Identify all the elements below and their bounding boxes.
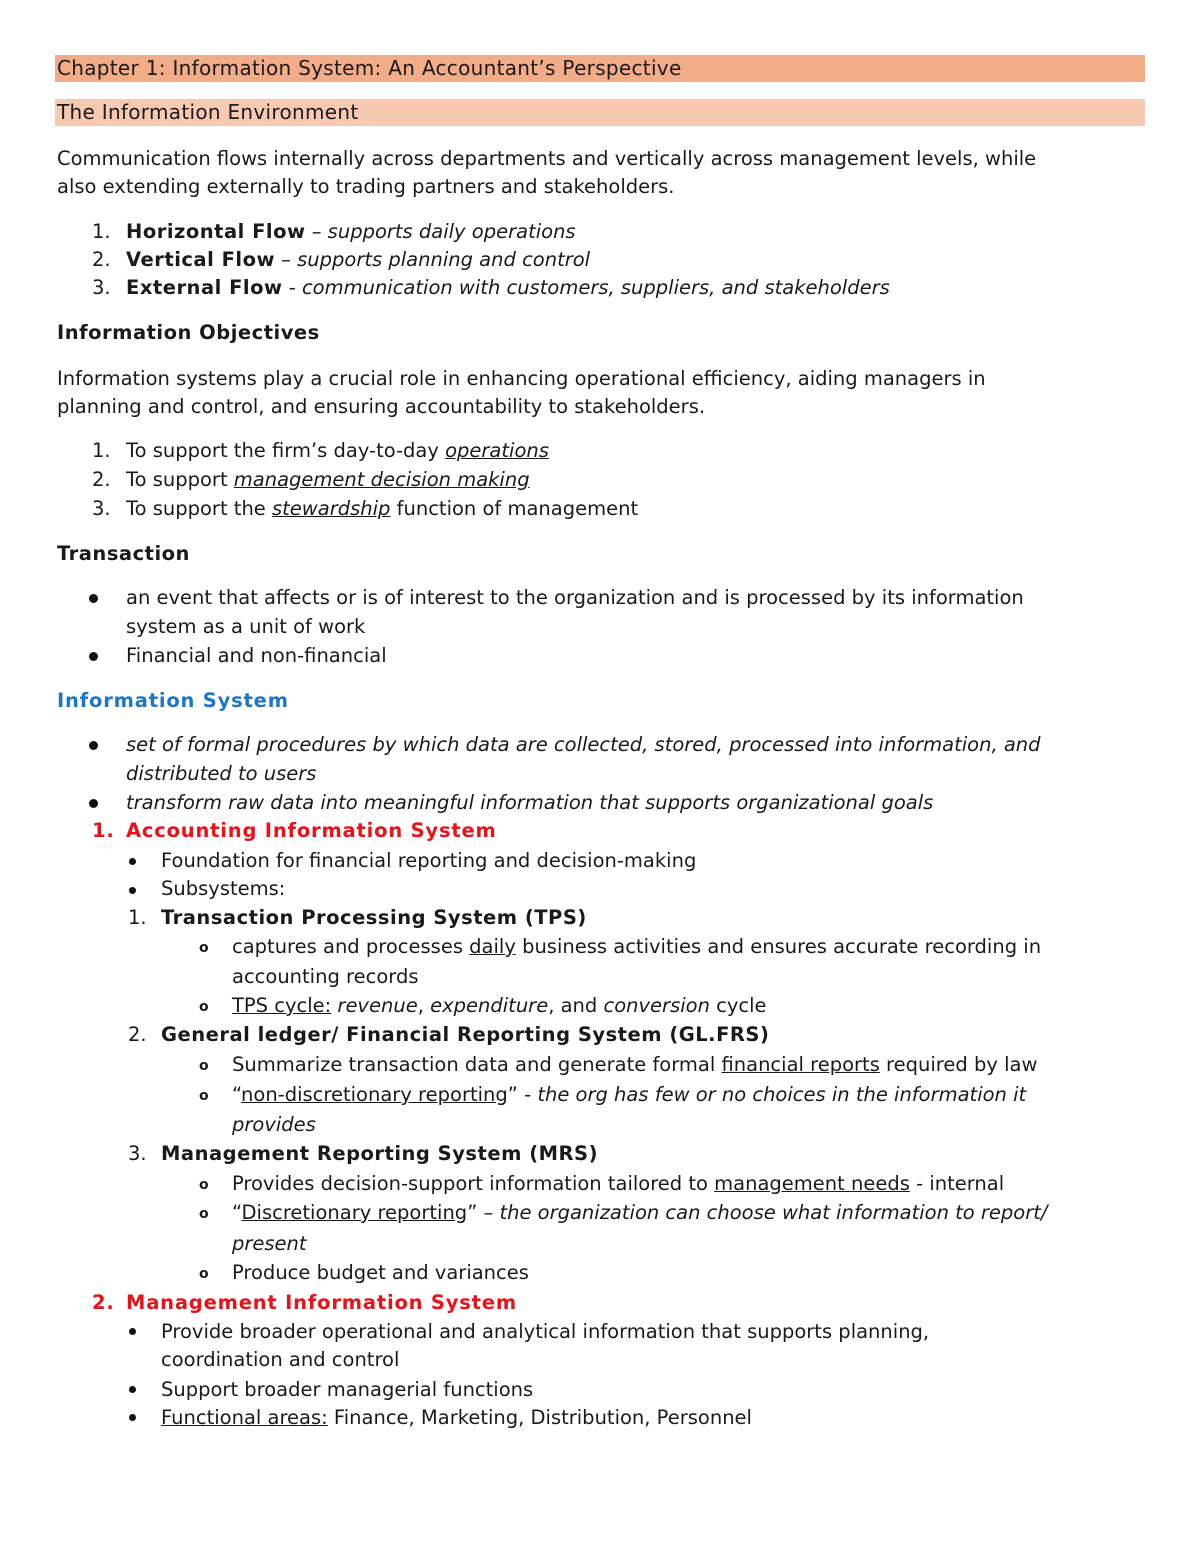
bullet-icon <box>129 1328 136 1335</box>
tps-number: 1. <box>128 906 147 929</box>
tps-sub-1-line-2: accounting records <box>232 965 419 988</box>
tps-sub-1-line-1: captures and processes daily business activities and ensures accurate recording in <box>232 935 1042 958</box>
bullet-icon <box>89 799 98 808</box>
list-text: Horizontal Flow – supports daily operations <box>126 220 576 243</box>
list-text: Vertical Flow – supports planning and control <box>126 248 591 271</box>
list-text: External Flow - communication with customers, suppliers, and stakeholders <box>126 276 890 299</box>
gl-sub-2-line-2: provides <box>232 1113 316 1136</box>
list-text: To support management decision making <box>126 468 530 491</box>
bullet-icon <box>89 652 98 661</box>
mrs-sub-2-line-2: present <box>232 1232 307 1255</box>
circle-bullet-icon: o <box>199 1206 209 1222</box>
circle-bullet-icon: o <box>199 940 209 956</box>
mis-number: 2. <box>92 1291 115 1314</box>
chapter-title: Chapter 1: Information System: An Accountant’s Perspective <box>55 55 1145 82</box>
gl-title: General ledger/ Financial Reporting System (GL.FRS) <box>161 1023 770 1046</box>
mis-heading: Management Information System <box>126 1291 517 1314</box>
mis-bullet-1-line-1: Provide broader operational and analytical information that supports planning, <box>161 1320 930 1343</box>
circle-bullet-icon: o <box>199 1177 209 1193</box>
list-text: To support the stewardship function of management <box>126 497 639 520</box>
mrs-title: Management Reporting System (MRS) <box>161 1142 598 1165</box>
gl-sub-2-line-1: “non-discretionary reporting” - the org has few or no choices in the information it <box>232 1083 1027 1106</box>
section-heading-transaction: Transaction <box>57 542 190 565</box>
circle-bullet-icon: o <box>199 1266 209 1282</box>
circle-bullet-icon: o <box>199 1058 209 1074</box>
section-heading-environment: The Information Environment <box>55 99 1145 126</box>
mrs-number: 3. <box>128 1142 147 1165</box>
transaction-bullet-1-line-1: an event that affects or is of interest to the organization and is processed by its information <box>126 586 1024 609</box>
objectives-paragraph-line-2: planning and control, and ensuring accountability to stakeholders. <box>57 395 706 418</box>
mrs-sub-1: Provides decision-support information tailored to management needs - internal <box>232 1172 1005 1195</box>
transaction-bullet-1-line-2: system as a unit of work <box>126 615 366 638</box>
circle-bullet-icon: o <box>199 1088 209 1104</box>
list-number: 1. <box>92 439 111 462</box>
list-number: 2. <box>92 468 111 491</box>
list-number: 1. <box>92 220 111 243</box>
infosys-bullet-2: transform raw data into meaningful information that supports organizational goals <box>126 791 934 814</box>
mis-bullet-1-line-2: coordination and control <box>161 1348 400 1371</box>
bullet-icon <box>129 1386 136 1393</box>
bullet-icon <box>129 1414 136 1421</box>
mrs-sub-3: Produce budget and variances <box>232 1261 529 1284</box>
ais-bullet-1: Foundation for financial reporting and decision-making <box>161 849 697 872</box>
ais-bullet-2: Subsystems: <box>161 877 286 900</box>
circle-bullet-icon: o <box>199 999 209 1015</box>
infosys-bullet-1-line-2: distributed to users <box>126 762 317 785</box>
bullet-icon <box>129 858 136 865</box>
ais-heading: Accounting Information System <box>126 819 497 842</box>
bullet-icon <box>89 594 98 603</box>
objectives-paragraph-line-1: Information systems play a crucial role in enhancing operational efficiency, aiding managers in <box>57 367 986 390</box>
section-heading-objectives: Information Objectives <box>57 321 320 344</box>
mrs-sub-2-line-1: “Discretionary reporting” – the organization can choose what information to report/ <box>232 1201 1048 1224</box>
mis-bullet-3: Functional areas: Finance, Marketing, Distribution, Personnel <box>161 1406 752 1429</box>
list-number: 3. <box>92 276 111 299</box>
tps-title: Transaction Processing System (TPS) <box>161 906 587 929</box>
infosys-bullet-1-line-1: set of formal procedures by which data are collected, stored, processed into information, and <box>126 733 1041 756</box>
section-heading-information-system: Information System <box>57 689 289 712</box>
gl-number: 2. <box>128 1023 147 1046</box>
list-number: 2. <box>92 248 111 271</box>
list-number: 3. <box>92 497 111 520</box>
gl-sub-1: Summarize transaction data and generate formal financial reports required by law <box>232 1053 1038 1076</box>
transaction-bullet-2: Financial and non-financial <box>126 644 387 667</box>
bullet-icon <box>89 741 98 750</box>
tps-sub-2: TPS cycle: revenue, expenditure, and conversion cycle <box>232 994 767 1017</box>
list-text: To support the firm’s day-to-day operations <box>126 439 549 462</box>
ais-number: 1. <box>92 819 115 842</box>
bullet-icon <box>129 887 136 894</box>
env-paragraph-line-2: also extending externally to trading partners and stakeholders. <box>57 175 675 198</box>
env-paragraph-line-1: Communication flows internally across departments and vertically across management levels, while <box>57 147 1037 170</box>
mis-bullet-2: Support broader managerial functions <box>161 1378 534 1401</box>
